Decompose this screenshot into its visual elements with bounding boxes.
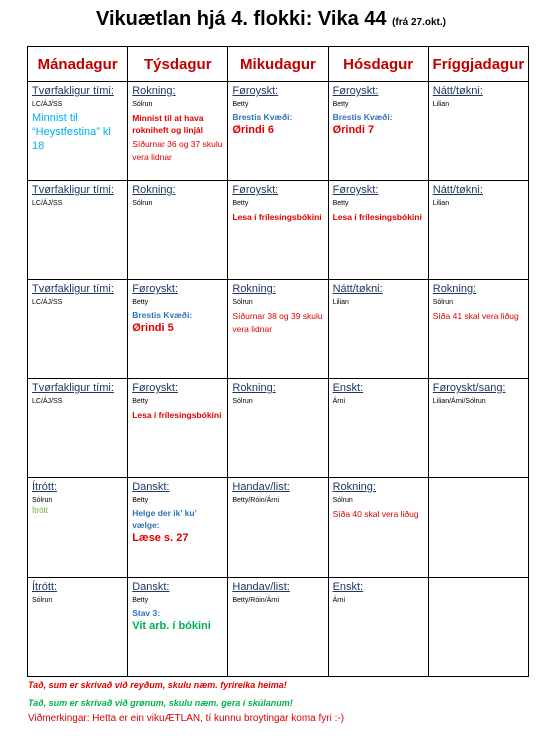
timetable-cell	[428, 478, 528, 578]
day-header-tuesday: Týsdagur	[128, 47, 228, 82]
classwork-task: Vit arb. í bókini	[132, 620, 211, 632]
teacher-name: Betty	[132, 299, 149, 306]
classwork-note: Ítrótt	[32, 506, 49, 515]
teacher-name: Lilian/Árni/Sólrun	[432, 398, 486, 405]
topic-title: Helge der ik’ ku’ vælge:	[132, 508, 197, 530]
homework-note: Síðurnar 36 og 37 skulu vera lidnar	[132, 139, 223, 162]
subject-label: Føroyskt:	[332, 85, 379, 97]
timetable-cell	[28, 578, 128, 677]
teacher-name: Sólrun	[432, 299, 453, 306]
teacher-name: Sólrun	[332, 497, 353, 504]
timetable-cell	[328, 280, 428, 379]
subject-label: Rokning:	[432, 283, 477, 295]
timetable-row	[28, 379, 529, 478]
subject-label: Rokning:	[232, 382, 276, 394]
subject-label: Enskt:	[332, 382, 364, 394]
teacher-name: LC/ÁJ/SS	[32, 200, 63, 207]
subject-label: Føroyskt/sang:	[432, 382, 506, 394]
timetable-cell	[28, 280, 128, 379]
timetable-cell	[128, 82, 228, 181]
timetable-cell	[128, 578, 228, 677]
subject-label: Føroyskt:	[232, 85, 279, 97]
teacher-name: Betty	[232, 200, 249, 207]
timetable-cell	[28, 181, 128, 280]
teacher-name: Betty	[332, 200, 349, 207]
day-header-monday: Mánadagur	[28, 47, 128, 82]
timetable-cell	[28, 82, 128, 181]
teacher-name: Betty	[132, 597, 149, 604]
subject-label: Tvørfakligur tími:	[32, 382, 114, 394]
page-title	[0, 8, 542, 31]
timetable-cell	[228, 181, 328, 280]
homework-task: Læse s. 27	[132, 532, 189, 544]
timetable-row	[28, 578, 529, 677]
timetable-cell	[328, 578, 428, 677]
timetable-cell	[328, 379, 428, 478]
timetable-cell	[328, 181, 428, 280]
teacher-name: Lilian	[432, 101, 450, 108]
subject-label: Tvørfakligur tími:	[32, 85, 114, 97]
homework-note: Minnist til at hava rokniheft og linjál	[132, 113, 204, 135]
homework-task: Ørindi 7	[332, 124, 375, 136]
day-header-row	[28, 47, 529, 82]
footer-red-legend: Tað, sum er skrivað við reyðum, skulu næm. fyrireika heima!	[28, 680, 287, 690]
timetable-cell	[28, 379, 128, 478]
teacher-name: Betty	[132, 497, 149, 504]
homework-note: Lesa í frílesingsbókini	[332, 212, 422, 222]
title-main: Vikuætlan hjá 4. flokki: Vika 44	[96, 8, 393, 30]
subject-label: Føroyskt:	[132, 283, 179, 295]
topic-title: Brestis Kvæði:	[332, 112, 393, 122]
timetable-row	[28, 181, 529, 280]
homework-task: Ørindi 5	[132, 322, 174, 334]
timetable-cell	[228, 82, 328, 181]
subject-label: Enskt:	[332, 581, 364, 593]
timetable-cell	[228, 578, 328, 677]
homework-note: Síða 40 skal vera liðug	[332, 509, 419, 519]
subject-label: Handav/list:	[232, 481, 290, 493]
subject-label: Danskt:	[132, 581, 170, 593]
teacher-name: Betty	[132, 398, 149, 405]
teacher-name: Sólrun	[32, 497, 53, 504]
reminder-note: Minnist til “Heystfestina” kl 18	[32, 112, 111, 152]
subject-label: Rokning:	[332, 481, 376, 493]
topic-title: Brestis Kvæði:	[132, 310, 193, 320]
timetable	[27, 46, 529, 677]
subject-label: Rokning:	[132, 85, 176, 97]
day-header-friday: Fríggjadagur	[428, 47, 528, 82]
timetable-cell	[128, 379, 228, 478]
subject-label: Nátt/tøkni:	[432, 85, 483, 97]
timetable-cell	[328, 478, 428, 578]
title-date: (frá 27.okt.)	[392, 17, 446, 28]
teacher-name: Sólrun	[232, 398, 253, 405]
day-header-thursday: Hósdagur	[328, 47, 428, 82]
subject-label: Tvørfakligur tími:	[32, 283, 114, 295]
timetable-cell	[228, 478, 328, 578]
teacher-name: LC/ÁJ/SS	[32, 398, 63, 405]
timetable-row	[28, 82, 529, 181]
homework-note: Síða 41 skal vera liðug	[432, 311, 519, 321]
teacher-name: Árni	[332, 597, 346, 604]
subject-label: Føroyskt:	[132, 382, 179, 394]
teacher-name: Sólrun	[132, 200, 153, 207]
timetable-cell	[128, 478, 228, 578]
timetable-cell	[128, 280, 228, 379]
teacher-name: Sólrun	[32, 597, 53, 604]
subject-label: Danskt:	[132, 481, 170, 493]
teacher-name: Betty/Róin/Árni	[232, 497, 280, 504]
timetable-cell	[228, 379, 328, 478]
subject-label: Føroyskt:	[332, 184, 379, 196]
timetable-cell	[128, 181, 228, 280]
teacher-name: Betty/Róin/Árni	[232, 597, 280, 604]
subject-label: Ítrótt:	[32, 581, 58, 593]
timetable-cell	[428, 379, 528, 478]
timetable-cell	[428, 280, 528, 379]
footer-remarks: Viðmerkingar: Hetta er ein vikuÆTLAN, tí kunnu broytingar koma fyri :-)	[28, 713, 345, 724]
topic-title: Stav 3:	[132, 608, 161, 618]
subject-label: Tvørfakligur tími:	[32, 184, 114, 196]
timetable-cell	[28, 478, 128, 578]
homework-note: Lesa í frílesingsbókini	[132, 410, 222, 420]
teacher-name: Sólrun	[232, 299, 253, 306]
timetable-cell	[228, 280, 328, 379]
subject-label: Føroyskt:	[232, 184, 279, 196]
subject-label: Rokning:	[132, 184, 176, 196]
homework-note: Síðurnar 38 og 39 skulu vera lidnar	[232, 311, 323, 334]
subject-label: Nátt/tøkni:	[432, 184, 483, 196]
timetable-cell	[428, 578, 528, 677]
teacher-name: Lilian	[332, 299, 349, 306]
homework-task: Ørindi 6	[232, 124, 274, 136]
timetable-cell	[428, 82, 528, 181]
timetable-cell	[328, 82, 428, 181]
teacher-name: LC/ÁJ/SS	[32, 299, 63, 306]
subject-label: Handav/list:	[232, 581, 290, 593]
subject-label: Rokning:	[232, 283, 276, 295]
subject-label: Nátt/tøkni:	[332, 283, 383, 295]
footer-green-legend: Tað, sum er skrivað við grønum, skulu næm. gera í skúlanum!	[28, 698, 293, 708]
day-header-wednesday: Mikudagur	[228, 47, 328, 82]
teacher-name: Lilian	[432, 200, 450, 207]
homework-note: Lesa í frílesingsbókini	[232, 212, 322, 222]
teacher-name: LC/ÁJ/SS	[32, 101, 63, 108]
teacher-name: Betty	[332, 101, 349, 108]
teacher-name: Sólrun	[132, 101, 153, 108]
subject-label: Ítrótt:	[32, 481, 58, 493]
topic-title: Brestis Kvæði:	[232, 112, 293, 122]
timetable-cell	[428, 181, 528, 280]
teacher-name: Árni	[332, 398, 346, 405]
timetable-row	[28, 280, 529, 379]
timetable-row	[28, 478, 529, 578]
teacher-name: Betty	[232, 101, 249, 108]
